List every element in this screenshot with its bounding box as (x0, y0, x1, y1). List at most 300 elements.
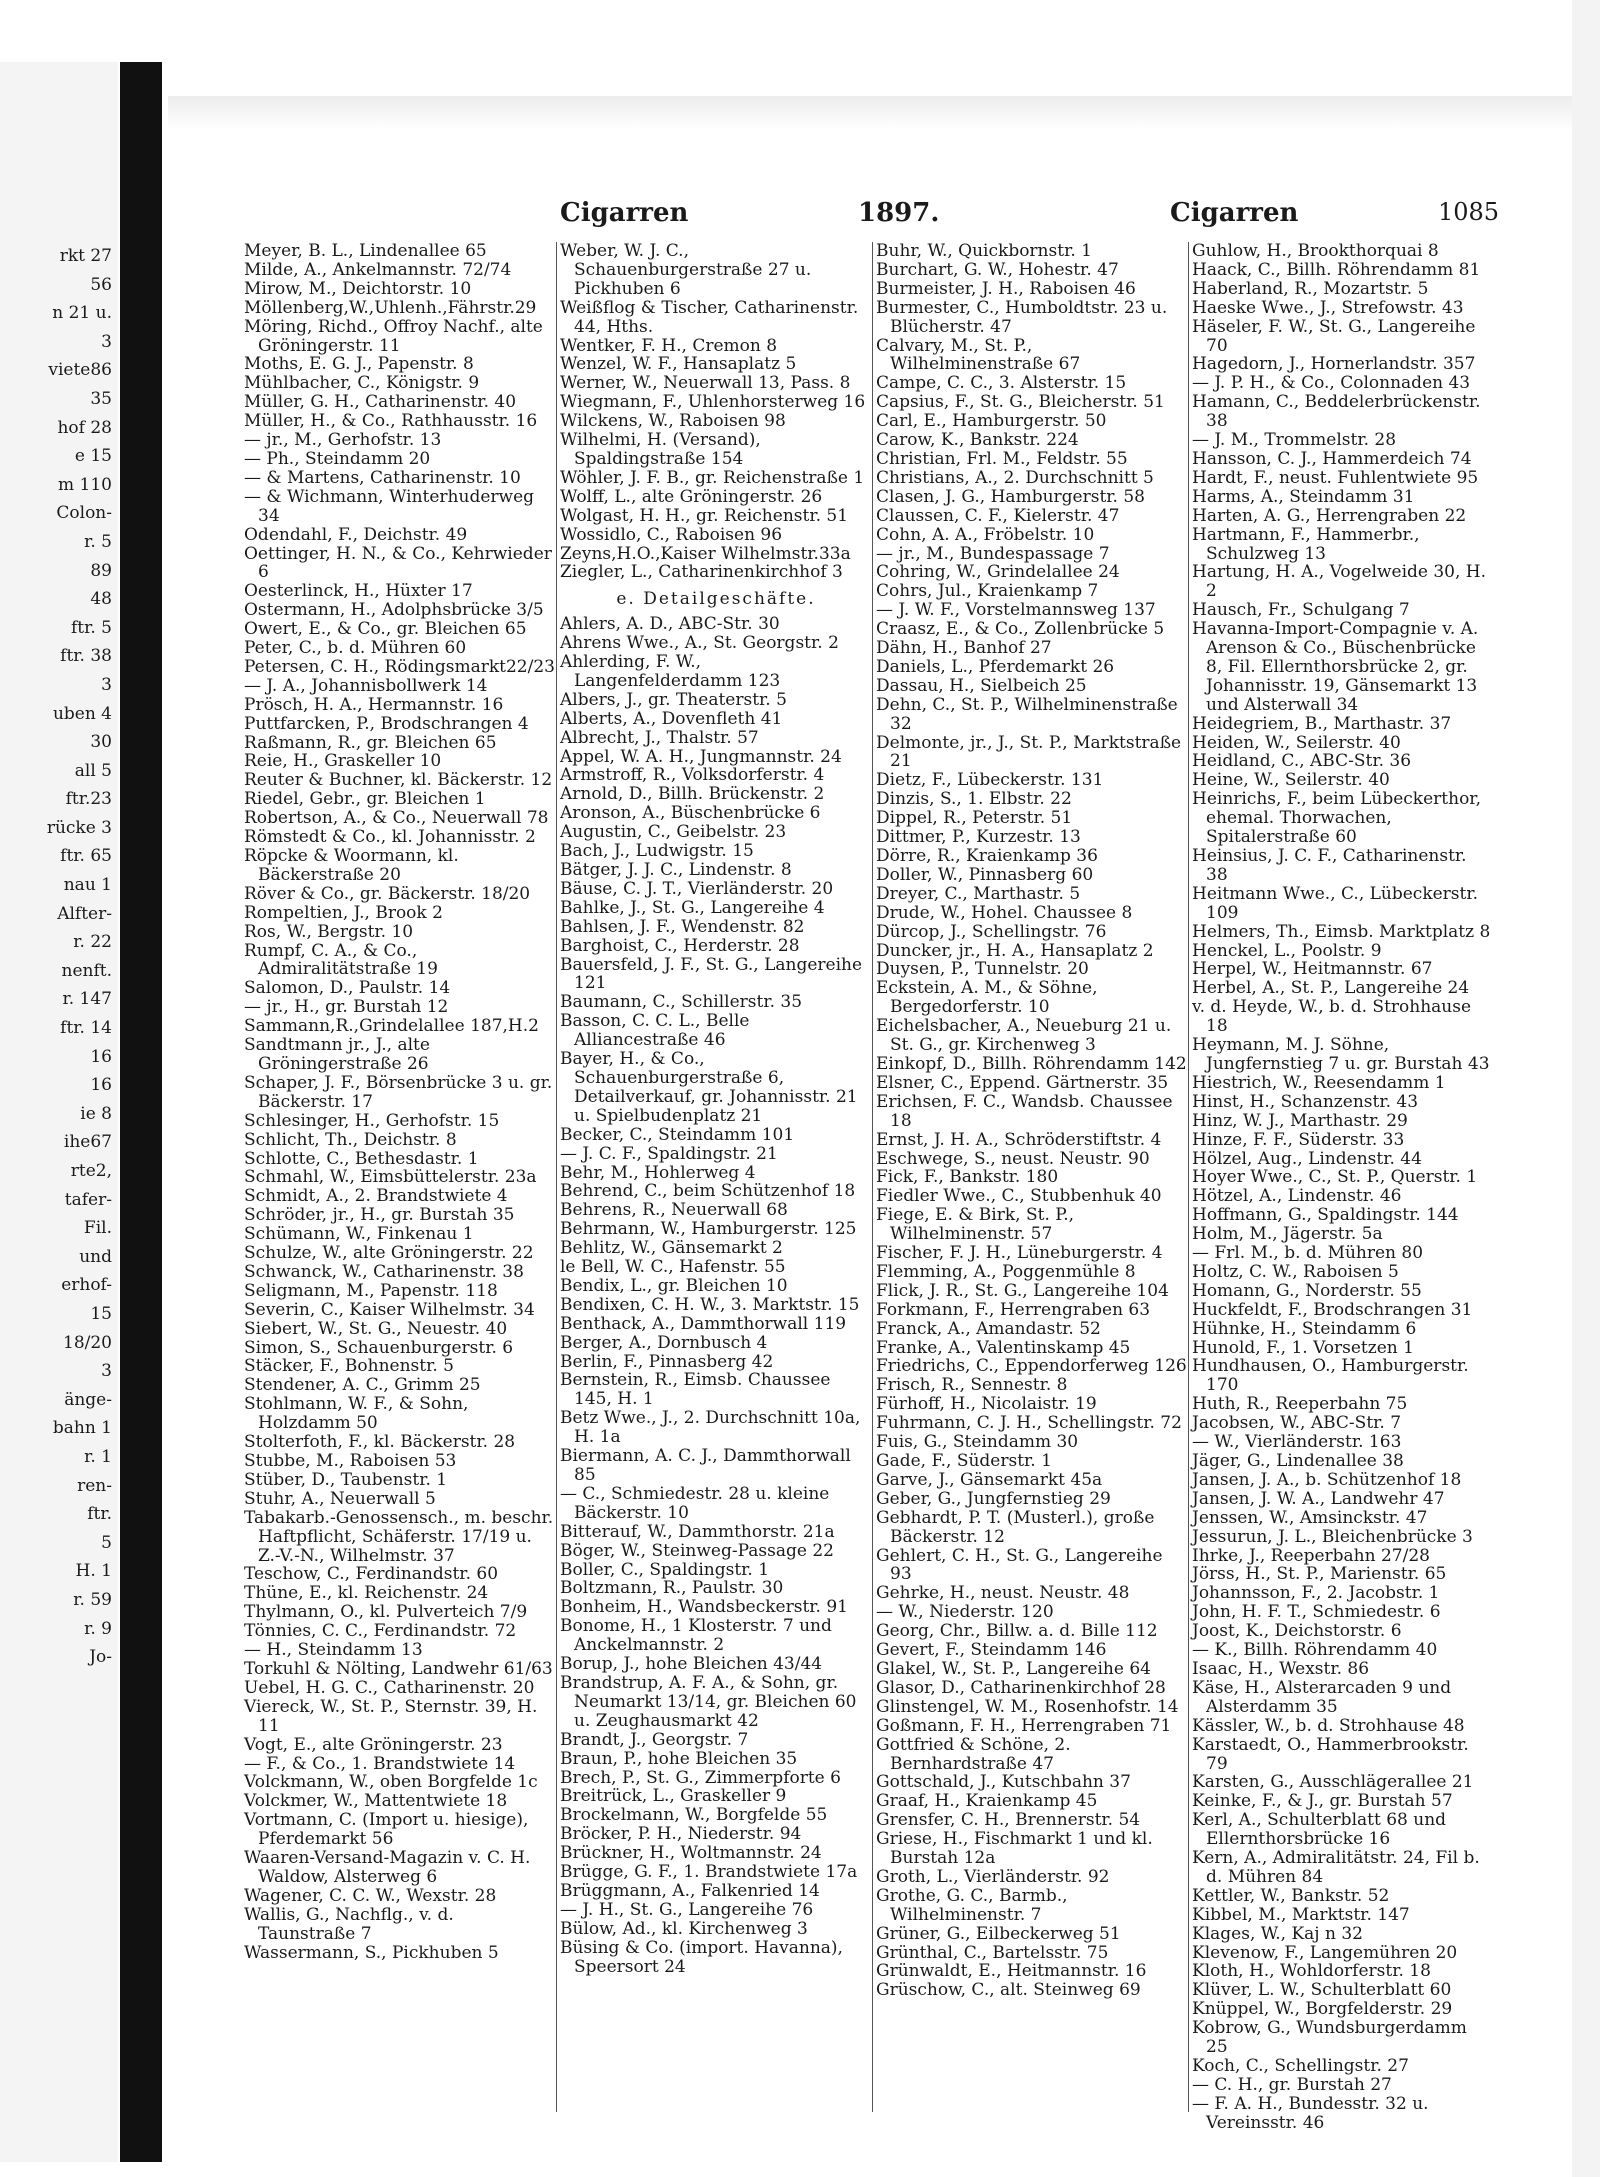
directory-entry: Peter, C., b. d. Mühren 60 (244, 638, 467, 659)
previous-page-fragment: hof 28 (57, 417, 112, 438)
directory-entry: Schlotte, C., Bethesdastr. 1 (244, 1148, 479, 1169)
directory-entry: Bendix, L., gr. Bleichen 10 (560, 1275, 788, 1296)
directory-entry: Behrmann, W., Hamburgerstr. 125 (560, 1219, 857, 1240)
directory-entry: Wentker, F. H., Cremon 8 (560, 335, 778, 356)
directory-entry: Tabakarb.-Genossensch., m. beschr. Haftpflicht, Schäferstr. 17/19 u. Z.-V.-N., Wilhelmstr. 37 (244, 1507, 554, 1566)
previous-page-fragment: 56 (90, 274, 112, 295)
previous-page-fragment: ie 8 (80, 1103, 112, 1124)
directory-entry: Helmers, Th., Eimsb. Marktplatz 8 (1192, 921, 1491, 942)
directory-entry: — J. M., Trommelstr. 28 (1192, 430, 1397, 451)
directory-entry: Mirow, M., Deichtorstr. 10 (244, 278, 472, 299)
directory-entry: Reuter & Buchner, kl. Bäckerstr. 12 (244, 770, 553, 791)
directory-entry: Bonome, H., 1 Klosterstr. 7 und Anckelmannstr. 2 (560, 1616, 832, 1656)
column-2 (560, 242, 872, 2122)
directory-entry: Behrend, C., beim Schützenhof 18 (560, 1181, 856, 1202)
directory-entry: Herbel, A., St. P., Langereihe 24 (1192, 978, 1470, 999)
directory-entry: Dittmer, P., Kurzestr. 13 (876, 827, 1081, 848)
directory-entry: Milde, A., Ankelmannstr. 72/74 (244, 259, 512, 280)
column-4 (1192, 241, 1492, 2133)
directory-entry: — & Wichmann, Winterhuderweg 34 (244, 486, 535, 526)
directory-entry: Duysen, P., Tunnelstr. 20 (876, 959, 1089, 980)
directory-entry: Hoyer Wwe., C., St. P., Querstr. 1 (1192, 1167, 1478, 1188)
directory-entry: Raßmann, R., gr. Bleichen 65 (244, 732, 497, 753)
directory-entry: Albers, J., gr. Theaterstr. 5 (560, 689, 787, 710)
directory-entry: Kettler, W., Bankstr. 52 (1192, 1885, 1390, 1906)
previous-page-fragment: 48 (90, 589, 112, 610)
directory-entry: Wolgast, H. H., gr. Reichenstr. 51 (560, 505, 849, 526)
directory-entry: Breitrück, L., Graskeller 9 (560, 1786, 787, 1807)
directory-entry: Werner, W., Neuerwall 13, Pass. 8 (560, 373, 851, 394)
previous-page-fragment: n 21 u. (52, 303, 112, 324)
directory-entry: Grünthal, C., Bartelsstr. 75 (876, 1942, 1109, 1963)
directory-entry: Goßmann, F. H., Herrengraben 71 (876, 1715, 1172, 1736)
directory-entry: Baumann, C., Schillerstr. 35 (560, 992, 803, 1013)
previous-page-fragment: 16 (90, 1046, 112, 1067)
previous-page-fragment: r. 9 (84, 1618, 112, 1639)
directory-entry: Behr, M., Hohlerweg 4 (560, 1162, 756, 1183)
directory-entry: Joost, K., Deichstorstr. 6 (1192, 1621, 1402, 1642)
directory-entry: Bätger, J. J. C., Lindenstr. 8 (560, 860, 792, 880)
directory-entry: Grüner, G., Eilbeckerweg 51 (876, 1923, 1121, 1944)
directory-entry: Boltzmann, R., Paulstr. 30 (560, 1578, 784, 1599)
directory-entry: Betz Wwe., J., 2. Durchschnitt 10a, H. 1a (560, 1408, 861, 1448)
previous-page-fragment: änge- (64, 1389, 112, 1410)
directory-entry: Burchart, G. W., Hohestr. 47 (876, 259, 1119, 280)
directory-entry: Hiestrich, W., Reesendamm 1 (1192, 1072, 1446, 1093)
directory-entry: Berlin, F., Pinnasberg 42 (560, 1351, 774, 1372)
directory-entry: Viereck, W., St. P., Sternstr. 39, H. 11 (244, 1696, 538, 1736)
previous-page-fragment: r. 22 (73, 932, 112, 953)
directory-entry: Volckmer, W., Mattentwiete 18 (244, 1791, 508, 1812)
directory-entry: Hoffmann, G., Spaldingstr. 144 (1192, 1205, 1459, 1226)
directory-entry: Böger, W., Steinweg-Passage 22 (560, 1540, 834, 1561)
directory-entry: Daniels, L., Pferdemarkt 26 (876, 656, 1115, 677)
previous-page-fragment: r. 59 (73, 1589, 112, 1610)
directory-entry: Torkuhl & Nölting, Landwehr 61/63 (244, 1658, 553, 1679)
directory-entry: Ahlers, A. D., ABC-Str. 30 (560, 614, 780, 635)
directory-entry: Bäuse, C. J. T., Vierländerstr. 20 (560, 878, 834, 899)
directory-entry: Klevenow, F., Langemühren 20 (1192, 1942, 1458, 1963)
directory-entry: Bröcker, P. H., Niederstr. 94 (560, 1824, 802, 1845)
directory-entry: Severin, C., Kaiser Wilhelmstr. 34 (244, 1299, 535, 1320)
directory-entry: Hagedorn, J., Hornerlandstr. 357 (1192, 354, 1476, 375)
directory-entry: Dörre, R., Kraienkamp 36 (876, 846, 1098, 866)
previous-page-fragment: rücke 3 (46, 817, 112, 838)
directory-entry: Alberts, A., Dovenfleth 41 (560, 708, 783, 729)
directory-entry: Ros, W., Bergstr. 10 (244, 921, 414, 942)
header-year: 1897. (858, 198, 940, 228)
directory-entry: Dreyer, C., Marthastr. 5 (876, 883, 1081, 904)
directory-entry: Römstedt & Co., kl. Johannisstr. 2 (244, 827, 536, 848)
directory-entry: Clasen, J. G., Hamburgerstr. 58 (876, 486, 1145, 507)
directory-entry: Wolff, L., alte Gröningerstr. 26 (560, 486, 823, 507)
directory-entry: Jessurun, J. L., Bleichenbrücke 3 (1192, 1526, 1473, 1547)
directory-entry: Benthack, A., Dammthorwall 119 (560, 1313, 847, 1334)
directory-entry: Homann, G., Norderstr. 55 (1192, 1280, 1422, 1301)
directory-entry: Keinke, F., & J., gr. Burstah 57 (1192, 1791, 1453, 1812)
directory-entry: Kerl, A., Schulterblatt 68 und Ellernthorsbrücke 16 (1192, 1810, 1447, 1850)
directory-entry: Wilckens, W., Raboisen 98 (560, 411, 786, 432)
directory-entry: Bernstein, R., Eimsb. Chaussee 145, H. 1 (560, 1370, 831, 1410)
previous-page-fragment: all 5 (74, 760, 112, 781)
directory-entry: — K., Billh. Röhrendamm 40 (1192, 1640, 1438, 1661)
directory-entry: Calvary, M., St. P., Wilhelminenstraße 67 (876, 335, 1081, 375)
directory-entry: — J. P. H., & Co., Colonnaden 43 (1192, 373, 1471, 394)
directory-entry: Ahrens Wwe., A., St. Georgstr. 2 (560, 633, 839, 654)
directory-entry: Röver & Co., gr. Bäckerstr. 18/20 (244, 883, 531, 904)
directory-entry: Gade, F., Süderstr. 1 (876, 1451, 1052, 1471)
directory-entry: Jenssen, W., Amsinckstr. 47 (1192, 1507, 1428, 1528)
directory-entry: Thüne, E., kl. Reichenstr. 24 (244, 1583, 489, 1604)
directory-entry: Augustin, C., Geibelstr. 23 (560, 822, 787, 843)
directory-entry: Schmidt, A., 2. Brandstwiete 4 (244, 1186, 508, 1207)
directory-entry: Eschwege, S., neust. Neustr. 90 (876, 1148, 1150, 1169)
directory-entry: Hansson, C. J., Hammerdeich 74 (1192, 448, 1472, 469)
directory-entry: Käse, H., Alsterarcaden 9 und Alsterdamm 35 (1192, 1677, 1452, 1717)
directory-entry: Hamann, C., Beddelerbrückenstr. 38 (1192, 392, 1481, 432)
directory-entry: Haeske Wwe., J., Strefowstr. 43 (1192, 297, 1464, 318)
directory-entry: Glinstengel, W. M., Rosenhofstr. 14 (876, 1696, 1179, 1717)
directory-entry: Koch, C., Schellingstr. 27 (1192, 2056, 1409, 2076)
directory-entry: Forkmann, F., Herrengraben 63 (876, 1299, 1151, 1320)
directory-entry: Wassermann, S., Pickhuben 5 (244, 1942, 499, 1963)
directory-entry: Christian, Frl. M., Feldstr. 55 (876, 448, 1128, 469)
directory-entry: — F. A. H., Bundesstr. 32 u. Vereinsstr. 46 (1192, 2093, 1429, 2133)
directory-entry: Dürcop, J., Schellingstr. 76 (876, 921, 1107, 942)
directory-entry: John, H. F. T., Schmiedestr. 6 (1192, 1602, 1441, 1623)
previous-page-fragment: erhof- (61, 1275, 112, 1296)
previous-page-fragment: ftr. (87, 1504, 112, 1525)
directory-entry: Zeyns,H.O.,Kaiser Wilhelmstr.33a (560, 543, 851, 564)
previous-page-fragment: r. 147 (62, 989, 112, 1010)
previous-page-edge (0, 62, 118, 2162)
directory-entry: — J. A., Johannisbollwerk 14 (244, 675, 488, 696)
directory-entry: Bendixen, C. H. W., 3. Marktstr. 15 (560, 1294, 860, 1315)
directory-entry: Schlesinger, H., Gerhofstr. 15 (244, 1110, 500, 1131)
directory-entry: Schlicht, Th., Deichstr. 8 (244, 1129, 457, 1150)
directory-entry: Bitterauf, W., Dammthorstr. 21a (560, 1521, 835, 1542)
directory-entry: Odendahl, F., Deichstr. 49 (244, 524, 468, 545)
directory-entry: Seligmann, M., Papenstr. 118 (244, 1280, 498, 1301)
directory-entry: Dähn, H., Banhof 27 (876, 638, 1052, 659)
directory-entry: Weber, W. J. C., Schauenburgerstraße 27 u. Pickhuben 6 (560, 241, 812, 299)
directory-entry: Christians, A., 2. Durchschnitt 5 (876, 467, 1154, 488)
page-top-shadow (168, 96, 1578, 130)
directory-entry: Harms, A., Steindamm 31 (1192, 486, 1415, 507)
directory-entry: Sammann,R.,Grindelallee 187,H.2 (244, 1016, 539, 1037)
directory-entry: Knüppel, W., Borgfelderstr. 29 (1192, 1999, 1453, 2020)
directory-entry: — jr., M., Bundespassage 7 (876, 543, 1110, 564)
directory-entry: Wagener, C. C. W., Wexstr. 28 (244, 1885, 497, 1906)
directory-entry: — Frl. M., b. d. Mühren 80 (1192, 1243, 1424, 1264)
directory-entry: Mühlbacher, C., Königstr. 9 (244, 373, 480, 394)
column-divider (1188, 242, 1189, 2112)
directory-entry: Dehn, C., St. P., Wilhelminenstraße 32 (876, 694, 1178, 734)
directory-entry: Guhlow, H., Brookthorquai 8 (1192, 241, 1439, 261)
directory-entry: Simon, S., Schauenburgerstr. 6 (244, 1337, 514, 1358)
directory-entry: Thylmann, O., kl. Pulverteich 7/9 (244, 1602, 528, 1623)
directory-entry: Bülow, Ad., kl. Kirchenweg 3 (560, 1918, 808, 1939)
directory-entry: Burmester, C., Humboldtstr. 23 u. Blücherstr. 47 (876, 297, 1168, 337)
directory-entry: Heiden, W., Seilerstr. 40 (1192, 732, 1401, 753)
previous-page-fragment: Fil. (83, 1218, 112, 1239)
directory-entry: — J. W. F., Vorstelmannsweg 137 (876, 600, 1156, 621)
directory-entry: — F., & Co., 1. Brandstwiete 14 (244, 1753, 516, 1774)
directory-entry: Barghoist, C., Herderstr. 28 (560, 935, 800, 956)
directory-entry: Berger, A., Dornbusch 4 (560, 1332, 768, 1353)
previous-page-fragment: tafer- (64, 1189, 112, 1210)
previous-page-fragment: ftr.23 (65, 789, 112, 810)
directory-entry: Delmonte, jr., J., St. P., Marktstraße 21 (876, 732, 1182, 772)
directory-entry: Salomon, D., Paulstr. 14 (244, 978, 451, 999)
directory-entry: Hundhausen, O., Hamburgerstr. 170 (1192, 1356, 1469, 1396)
directory-entry: Armstroff, R., Volksdorferstr. 4 (560, 765, 825, 786)
directory-entry: Braun, P., hohe Bleichen 35 (560, 1748, 798, 1769)
directory-entry: Albrecht, J., Thalstr. 57 (560, 727, 759, 748)
previous-page-fragment: Jo- (89, 1647, 112, 1668)
directory-entry: Karsten, G., Ausschlägerallee 21 (1192, 1772, 1474, 1793)
previous-page-fragment: 35 (90, 388, 112, 409)
directory-entry: Kern, A., Admiralitätstr. 24, Fil b. d. Mühren 84 (1192, 1848, 1480, 1887)
directory-entry: Fischer, F. J. H., Lüneburgerstr. 4 (876, 1243, 1163, 1264)
directory-entry: Cohn, A. A., Fröbelstr. 10 (876, 524, 1095, 545)
directory-entry: Riedel, Gebr., gr. Bleichen 1 (244, 789, 486, 810)
directory-entry: Einkopf, D., Billh. Röhrendamm 142 (876, 1053, 1187, 1074)
previous-page-fragment: nenft. (61, 960, 112, 981)
previous-page-fragment: r. 1 (84, 1446, 112, 1467)
directory-entry: Duncker, jr., H. A., Hansaplatz 2 (876, 940, 1154, 961)
directory-entry: Röpcke & Woormann, kl. Bäckerstraße 20 (244, 846, 459, 885)
directory-entry: Cohring, W., Grindelallee 24 (876, 562, 1120, 583)
previous-page-fragment: e 15 (74, 446, 112, 467)
directory-entry: — jr., H., gr. Burstah 12 (244, 997, 449, 1018)
directory-entry: Büsing & Co. (import. Havanna), Speersort 24 (560, 1937, 843, 1977)
directory-entry: Cohrs, Jul., Kraienkamp 7 (876, 581, 1099, 602)
directory-entry: Wilhelmi, H. (Versand), Spaldingstraße 154 (560, 430, 761, 469)
page-right-edge (1572, 0, 1600, 2177)
directory-entry: Kobrow, G., Wundsburgerdamm 25 (1192, 2018, 1467, 2058)
directory-entry: Graaf, H., Kraienkamp 45 (876, 1791, 1098, 1812)
directory-entry: Carow, K., Bankstr. 224 (876, 430, 1079, 451)
directory-entry: Prösch, H. A., Hermannstr. 16 (244, 694, 504, 715)
directory-entry: — W., Vierländerstr. 163 (1192, 1432, 1402, 1453)
previous-page-fragment: rte2, (70, 1161, 112, 1181)
previous-page-fragment: 18/20 (63, 1332, 112, 1353)
directory-entry: Isaac, H., Wexstr. 86 (1192, 1658, 1370, 1679)
directory-entry: Ahlerding, F. W., Langenfelderdamm 123 (560, 652, 781, 691)
previous-page-fragment: rkt 27 (59, 246, 112, 266)
directory-entry: Griese, H., Fischmarkt 1 und kl. Burstah 12a (876, 1829, 1153, 1869)
directory-entry: Heinsius, J. C. F., Catharinenstr. 38 (1192, 846, 1467, 885)
directory-entry: Robertson, A., & Co., Neuerwall 78 (244, 808, 549, 829)
directory-entry: Boller, C., Spaldingstr. 1 (560, 1559, 770, 1580)
directory-entry: Huckfeldt, F., Brodschrangen 31 (1192, 1299, 1473, 1320)
directory-entry: Gottschald, J., Kutschbahn 37 (876, 1772, 1131, 1793)
directory-entry: Brockelmann, W., Borgfelde 55 (560, 1805, 828, 1826)
directory-entry: Schröder, jr., H., gr. Burstah 35 (244, 1205, 515, 1226)
directory-entry: Holm, M., Jägerstr. 5a (1192, 1224, 1383, 1245)
directory-entry: Meyer, B. L., Lindenallee 65 (244, 241, 487, 261)
directory-entry: Huth, R., Reeperbahn 75 (1192, 1394, 1408, 1415)
directory-entry: Gottfried & Schöne, 2. Bernhardstraße 47 (876, 1734, 1071, 1774)
directory-entry: v. d. Heyde, W., b. d. Strohhause 18 (1192, 997, 1472, 1037)
directory-entry: Glakel, W., St. P., Langereihe 64 (876, 1658, 1151, 1679)
directory-entry: Dippel, R., Peterstr. 51 (876, 808, 1073, 829)
previous-page-fragment: bahn 1 (52, 1418, 112, 1439)
directory-entry: Bauersfeld, J. F., St. G., Langereihe 121 (560, 954, 863, 994)
directory-entry: Gehrke, H., neust. Neustr. 48 (876, 1583, 1130, 1604)
directory-entry: Bonheim, H., Wandsbeckerstr. 91 (560, 1597, 848, 1618)
directory-entry: Heitmann Wwe., C., Lübeckerstr. 109 (1192, 883, 1479, 923)
directory-entry: Weißflog & Tischer, Catharinenstr. 44, Hths. (560, 297, 859, 337)
directory-entry: Häseler, F. W., St. G., Langereihe 70 (1192, 316, 1476, 356)
directory-entry: Burmeister, J. H., Raboisen 46 (876, 278, 1136, 299)
directory-entry: Henckel, L., Poolstr. 9 (1192, 940, 1382, 961)
directory-entry: Bayer, H., & Co., Schauenburgerstraße 6, Detailverkauf, gr. Johannisstr. 21 u. Spielbudenplatz 21 (560, 1049, 858, 1126)
directory-entry: Carl, E., Hamburgerstr. 50 (876, 411, 1107, 432)
directory-entry: Karstaedt, O., Hammerbrookstr. 79 (1192, 1734, 1469, 1774)
directory-entry: Drude, W., Hohel. Chaussee 8 (876, 902, 1133, 923)
header-left-title: Cigarren (560, 198, 689, 228)
directory-entry: Elsner, C., Eppend. Gärtnerstr. 35 (876, 1072, 1169, 1093)
directory-entry: Haberland, R., Mozartstr. 5 (1192, 278, 1429, 299)
column-divider (556, 242, 557, 2112)
directory-entry: Haack, C., Billh. Röhrendamm 81 (1192, 259, 1481, 280)
directory-entry: — J. C. F., Spaldingstr. 21 (560, 1143, 778, 1164)
directory-entry: Havanna-Import-Compagnie v. A. Arenson & Co., Büschenbrücke 8, Fil. Ellernthorsbrücke 2, gr. Johannisstr. 19, Gänsemarkt 13 und Alsterwall 34 (1192, 619, 1479, 715)
directory-entry: Aronson, A., Büschenbrücke 6 (560, 803, 821, 824)
previous-page-fragment: 5 (101, 1532, 112, 1553)
directory-entry: Stüber, D., Taubenstr. 1 (244, 1469, 448, 1490)
directory-entry: Hötzel, A., Lindenstr. 46 (1192, 1186, 1402, 1207)
previous-page-fragment: 3 (101, 674, 112, 695)
directory-entry: Siebert, W., St. G., Neuestr. 40 (244, 1318, 508, 1339)
directory-entry: Kibbel, M., Marktstr. 147 (1192, 1904, 1410, 1925)
directory-entry: Jansen, J. A., b. Schützenhof 18 (1192, 1469, 1462, 1490)
directory-entry: Möllenberg,W.,Uhlenh.,Fährstr.29 (244, 297, 537, 318)
directory-entry: Brandstrup, A. F. A., & Sohn, gr. Neumarkt 13/14, gr. Bleichen 60 u. Zeughausmarkt 42 (560, 1672, 857, 1731)
directory-entry: Volckmann, W., oben Borgfelde 1c (244, 1772, 538, 1793)
previous-page-fragment: ftr. 14 (60, 1018, 112, 1039)
directory-entry: — H., Steindamm 13 (244, 1640, 423, 1661)
directory-entry: Wallis, G., Nachflg., v. d. Taunstraße 7 (244, 1904, 454, 1944)
directory-entry: Klüver, L. W., Schulterblatt 60 (1192, 1980, 1452, 2001)
directory-entry: Heine, W., Seilerstr. 40 (1192, 770, 1390, 791)
directory-entry: Möring, Richd., Offroy Nachf., alte Gröningerstr. 11 (244, 316, 543, 356)
page-header (168, 198, 1568, 238)
directory-entry: Bach, J., Ludwigstr. 15 (560, 841, 754, 862)
column-3 (876, 242, 1188, 2122)
directory-entry: Gevert, F., Steindamm 146 (876, 1640, 1107, 1661)
directory-entry: Buhr, W., Quickbornstr. 1 (876, 241, 1092, 261)
previous-page-fragment: 3 (101, 331, 112, 352)
previous-page-fragment: 30 (90, 732, 112, 753)
directory-entry: Jörss, H., St. P., Marienstr. 65 (1192, 1564, 1447, 1585)
directory-entry: Capsius, F., St. G., Bleicherstr. 51 (876, 392, 1165, 413)
directory-entry: Glasor, D., Catharinenkirchhof 28 (876, 1677, 1166, 1698)
directory-entry: Harten, A. G., Herrengraben 22 (1192, 505, 1467, 526)
directory-entry: Dietz, F., Lübeckerstr. 131 (876, 770, 1104, 791)
directory-entry: — Ph., Steindamm 20 (244, 448, 431, 469)
directory-entry: Grothe, G. C., Barmb., Wilhelminenstr. 7 (876, 1885, 1068, 1925)
directory-entry: Hölzel, Aug., Lindenstr. 44 (1192, 1148, 1422, 1169)
previous-page-fragment: und (79, 1246, 112, 1267)
directory-entry: Heymann, M. J. Söhne, Jungfernstieg 7 u. gr. Burstah 43 (1192, 1035, 1490, 1074)
directory-entry: Schümann, W., Finkenau 1 (244, 1224, 474, 1245)
directory-entry: Stohlmann, W. F., & Sohn, Holzdamm 50 (244, 1394, 469, 1434)
book-spine (120, 62, 162, 2162)
directory-entry: Behrens, R., Neuerwall 68 (560, 1200, 788, 1221)
previous-page-fragment: 3 (101, 1361, 112, 1382)
directory-entry: Tönnies, C. C., Ferdinandstr. 72 (244, 1621, 517, 1642)
directory-entry: Heidland, C., ABC-Str. 36 (1192, 751, 1412, 772)
directory-entry: Uebel, H. G. C., Catharinenstr. 20 (244, 1677, 535, 1698)
directory-entry: Biermann, A. C. J., Dammthorwall 85 (560, 1446, 851, 1485)
section-heading: e. Detailgeschäfte. (616, 589, 816, 610)
directory-entry: Sandtmann jr., J., alte Gröningerstraße 26 (244, 1035, 430, 1074)
directory-entry: Schulze, W., alte Gröningerstr. 22 (244, 1243, 534, 1264)
previous-page-fragment: ihe67 (63, 1132, 112, 1153)
directory-entry: Hartmann, F., Hammerbr., Schulzweg 13 (1192, 524, 1420, 564)
previous-page-fragment: r. 5 (84, 531, 112, 552)
previous-page-fragment: 16 (90, 1075, 112, 1096)
previous-page-fragment: m 110 (58, 474, 112, 495)
previous-page-fragment: ftr. 65 (60, 846, 112, 867)
directory-entry: Groth, L., Vierländerstr. 92 (876, 1866, 1110, 1887)
previous-page-fragment: viete86 (48, 360, 112, 381)
directory-entry: Eckstein, A. M., & Söhne, Bergedorferstr. 10 (876, 978, 1098, 1018)
directory-entry: Hinz, W. J., Marthastr. 29 (1192, 1110, 1408, 1131)
directory-entry: — W., Niederstr. 120 (876, 1602, 1054, 1623)
directory-entry: Becker, C., Steindamm 101 (560, 1124, 795, 1145)
column-divider (872, 242, 873, 2112)
directory-entry: Gehlert, C. H., St. G., Langereihe 93 (876, 1545, 1163, 1585)
directory-entry: Johannsson, F., 2. Jacobstr. 1 (1192, 1583, 1440, 1604)
directory-entry: Borup, J., hohe Bleichen 43/44 (560, 1654, 823, 1675)
directory-entry: Brandt, J., Georgstr. 7 (560, 1729, 749, 1750)
directory-entry: Grüschow, C., alt. Steinweg 69 (876, 1980, 1141, 2001)
directory-entry: Franke, A., Valentinskamp 45 (876, 1337, 1131, 1358)
directory-entry: Moths, E. G. J., Papenstr. 8 (244, 354, 474, 375)
directory-entry: Herpel, W., Heitmannstr. 67 (1192, 959, 1433, 980)
directory-entry: Hartung, H. A., Vogelweide 30, H. 2 (1192, 562, 1487, 602)
directory-entry: Schwanck, W., Catharinenstr. 38 (244, 1261, 524, 1282)
directory-entry: Frisch, R., Sennestr. 8 (876, 1375, 1068, 1396)
directory-entry: Hinst, H., Schanzenstr. 43 (1192, 1091, 1419, 1112)
directory-entry: Georg, Chr., Billw. a. d. Bille 112 (876, 1621, 1158, 1642)
directory-entry: Garve, J., Gänsemarkt 45a (876, 1469, 1103, 1490)
directory-entry: Vortmann, C. (Import u. hiesige), Pferdemarkt 56 (244, 1810, 529, 1850)
directory-entry: Wiegmann, F., Uhlenhorsterweg 16 (560, 392, 866, 413)
directory-entry: Kässler, W., b. d. Strohhause 48 (1192, 1715, 1465, 1736)
directory-entry: Fick, F., Bankstr. 180 (876, 1167, 1059, 1188)
directory-entry: Stäcker, F., Bohnenstr. 5 (244, 1356, 454, 1377)
directory-entry: Gebhardt, P. T. (Musterl.), große Bäckerstr. 12 (876, 1507, 1155, 1547)
directory-entry: Hunold, F., 1. Vorsetzen 1 (1192, 1337, 1414, 1358)
directory-entry: Ihrke, J., Reeperbahn 27/28 (1192, 1545, 1430, 1566)
directory-entry: Oettinger, H. N., & Co., Kehrwieder 6 (244, 543, 552, 583)
directory-entry: Rompeltien, J., Brook 2 (244, 902, 443, 923)
directory-entry: Waaren-Versand-Magazin v. C. H. Waldow, Alsterweg 6 (244, 1848, 531, 1887)
directory-entry: Hardt, F., neust. Fuhlentwiete 95 (1192, 467, 1479, 488)
directory-entry: Fiedler Wwe., C., Stubbenhuk 40 (876, 1186, 1162, 1207)
directory-entry: Fuis, G., Steindamm 30 (876, 1432, 1079, 1453)
directory-entry: Behlitz, W., Gänsemarkt 2 (560, 1238, 783, 1259)
directory-entry: Stendener, A. C., Grimm 25 (244, 1375, 481, 1396)
directory-entry: Wenzel, W. F., Hansaplatz 5 (560, 354, 797, 375)
directory-entry: Brech, P., St. G., Zimmerpforte 6 (560, 1767, 841, 1788)
previous-page-fragments (0, 242, 118, 1672)
